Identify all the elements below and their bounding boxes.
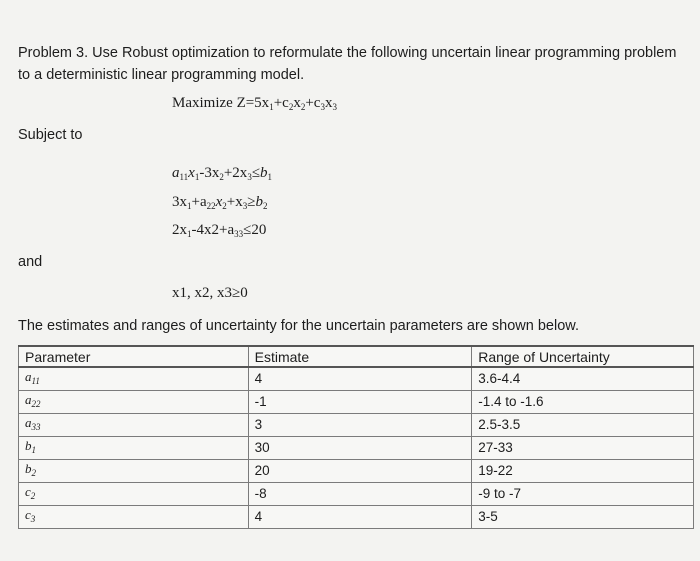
- rhs: b: [260, 165, 268, 181]
- param-sub: 2: [30, 491, 36, 501]
- sub: 1: [267, 172, 273, 182]
- param-sub: 22: [31, 399, 41, 409]
- table-row: [19, 506, 694, 529]
- term: +a: [191, 194, 207, 210]
- coef: a: [172, 165, 180, 181]
- uncertainty-table: [18, 345, 694, 529]
- term: +2x: [223, 165, 248, 181]
- estimate-cell: 20: [248, 460, 472, 483]
- and-label: and: [18, 254, 43, 270]
- objective-term: +c: [273, 95, 289, 111]
- objective-sub: 1: [269, 102, 274, 112]
- sub: 33: [234, 229, 244, 239]
- term: -4x2+a: [191, 222, 235, 238]
- sub: 22: [206, 201, 216, 211]
- constraint-1: [172, 165, 272, 182]
- table-header-row: [19, 346, 694, 367]
- param-sub: 3: [30, 514, 36, 524]
- table-intro: The estimates and ranges of uncertainty for the uncertain parameters are shown below.: [18, 318, 579, 334]
- objective-function: [172, 95, 337, 112]
- table-row: [19, 437, 694, 460]
- range-cell: -9 to -7: [472, 483, 694, 506]
- rhs: b: [255, 194, 263, 210]
- estimate-cell: -1: [248, 391, 472, 414]
- range-cell: 2.5-3.5: [472, 414, 694, 437]
- parameter-cell: [19, 391, 249, 414]
- range-cell: 3-5: [472, 506, 694, 529]
- param: a: [25, 415, 32, 430]
- parameter-cell: [19, 506, 249, 529]
- sub: 1: [194, 172, 200, 182]
- sub: 1: [187, 229, 192, 239]
- param: b: [25, 438, 32, 453]
- relation: ≥: [247, 194, 256, 210]
- header-range: Range of Uncertainty: [472, 346, 694, 367]
- objective-term: x: [293, 95, 301, 111]
- term: 3x: [172, 194, 187, 210]
- objective-prefix: Maximize Z=5x: [172, 95, 270, 111]
- estimate-cell: 4: [248, 367, 472, 391]
- estimate-cell: -8: [248, 483, 472, 506]
- term: 2x: [172, 222, 187, 238]
- objective-sub: 2: [300, 102, 306, 112]
- param-sub: 2: [31, 468, 36, 478]
- relation: ≤: [251, 165, 261, 181]
- objective-sub: 3: [332, 102, 337, 112]
- estimate-cell: 3: [248, 414, 472, 437]
- sub: 2: [222, 201, 227, 211]
- constraint-3: [172, 222, 266, 239]
- estimate-cell: 30: [248, 437, 472, 460]
- param-sub: 1: [31, 445, 36, 455]
- subject-to-label: Subject to: [18, 127, 83, 143]
- nonnegativity-constraint: x1, x2, x3≥0: [172, 285, 248, 301]
- objective-term: +c: [305, 95, 321, 111]
- range-cell: 3.6-4.4: [472, 367, 694, 391]
- param-sub: 11: [31, 376, 40, 386]
- sub: 2: [263, 201, 268, 211]
- sub: 1: [187, 201, 192, 211]
- param: c: [25, 507, 31, 522]
- header-estimate: Estimate: [248, 346, 472, 367]
- table-row: [19, 483, 694, 506]
- constraint-2: [172, 194, 268, 211]
- estimate-cell: 4: [248, 506, 472, 529]
- objective-sub: 3: [320, 102, 325, 112]
- term: +x: [226, 194, 243, 210]
- param: a: [25, 369, 32, 384]
- parameter-cell: [19, 414, 249, 437]
- table-row: [19, 460, 694, 483]
- table-row: [19, 367, 694, 391]
- parameter-cell: [19, 460, 249, 483]
- term: ≤20: [243, 222, 267, 238]
- param: b: [25, 461, 32, 476]
- objective-sub: 2: [288, 102, 294, 112]
- parameter-cell: [19, 367, 249, 391]
- table-row: [19, 414, 694, 437]
- table-row: [19, 391, 694, 414]
- param: c: [25, 484, 31, 499]
- range-cell: -1.4 to -1.6: [472, 391, 694, 414]
- parameter-cell: [19, 483, 249, 506]
- header-parameter: Parameter: [19, 346, 249, 367]
- problem-statement: Problem 3. Use Robust optimization to reformulate the following uncertain linear programming problem to a deterministic linear programming model.: [18, 45, 677, 83]
- param: a: [25, 392, 32, 407]
- param-sub: 33: [31, 422, 41, 432]
- sub: 11: [179, 172, 189, 182]
- var: x: [215, 194, 223, 210]
- range-cell: 27-33: [472, 437, 694, 460]
- range-cell: 19-22: [472, 460, 694, 483]
- sub: 3: [242, 201, 248, 211]
- sub: 3: [247, 172, 252, 182]
- parameter-cell: [19, 437, 249, 460]
- objective-term: x: [324, 95, 333, 111]
- var: x: [188, 165, 195, 181]
- sub: 2: [219, 172, 224, 182]
- term: -3x: [199, 165, 220, 181]
